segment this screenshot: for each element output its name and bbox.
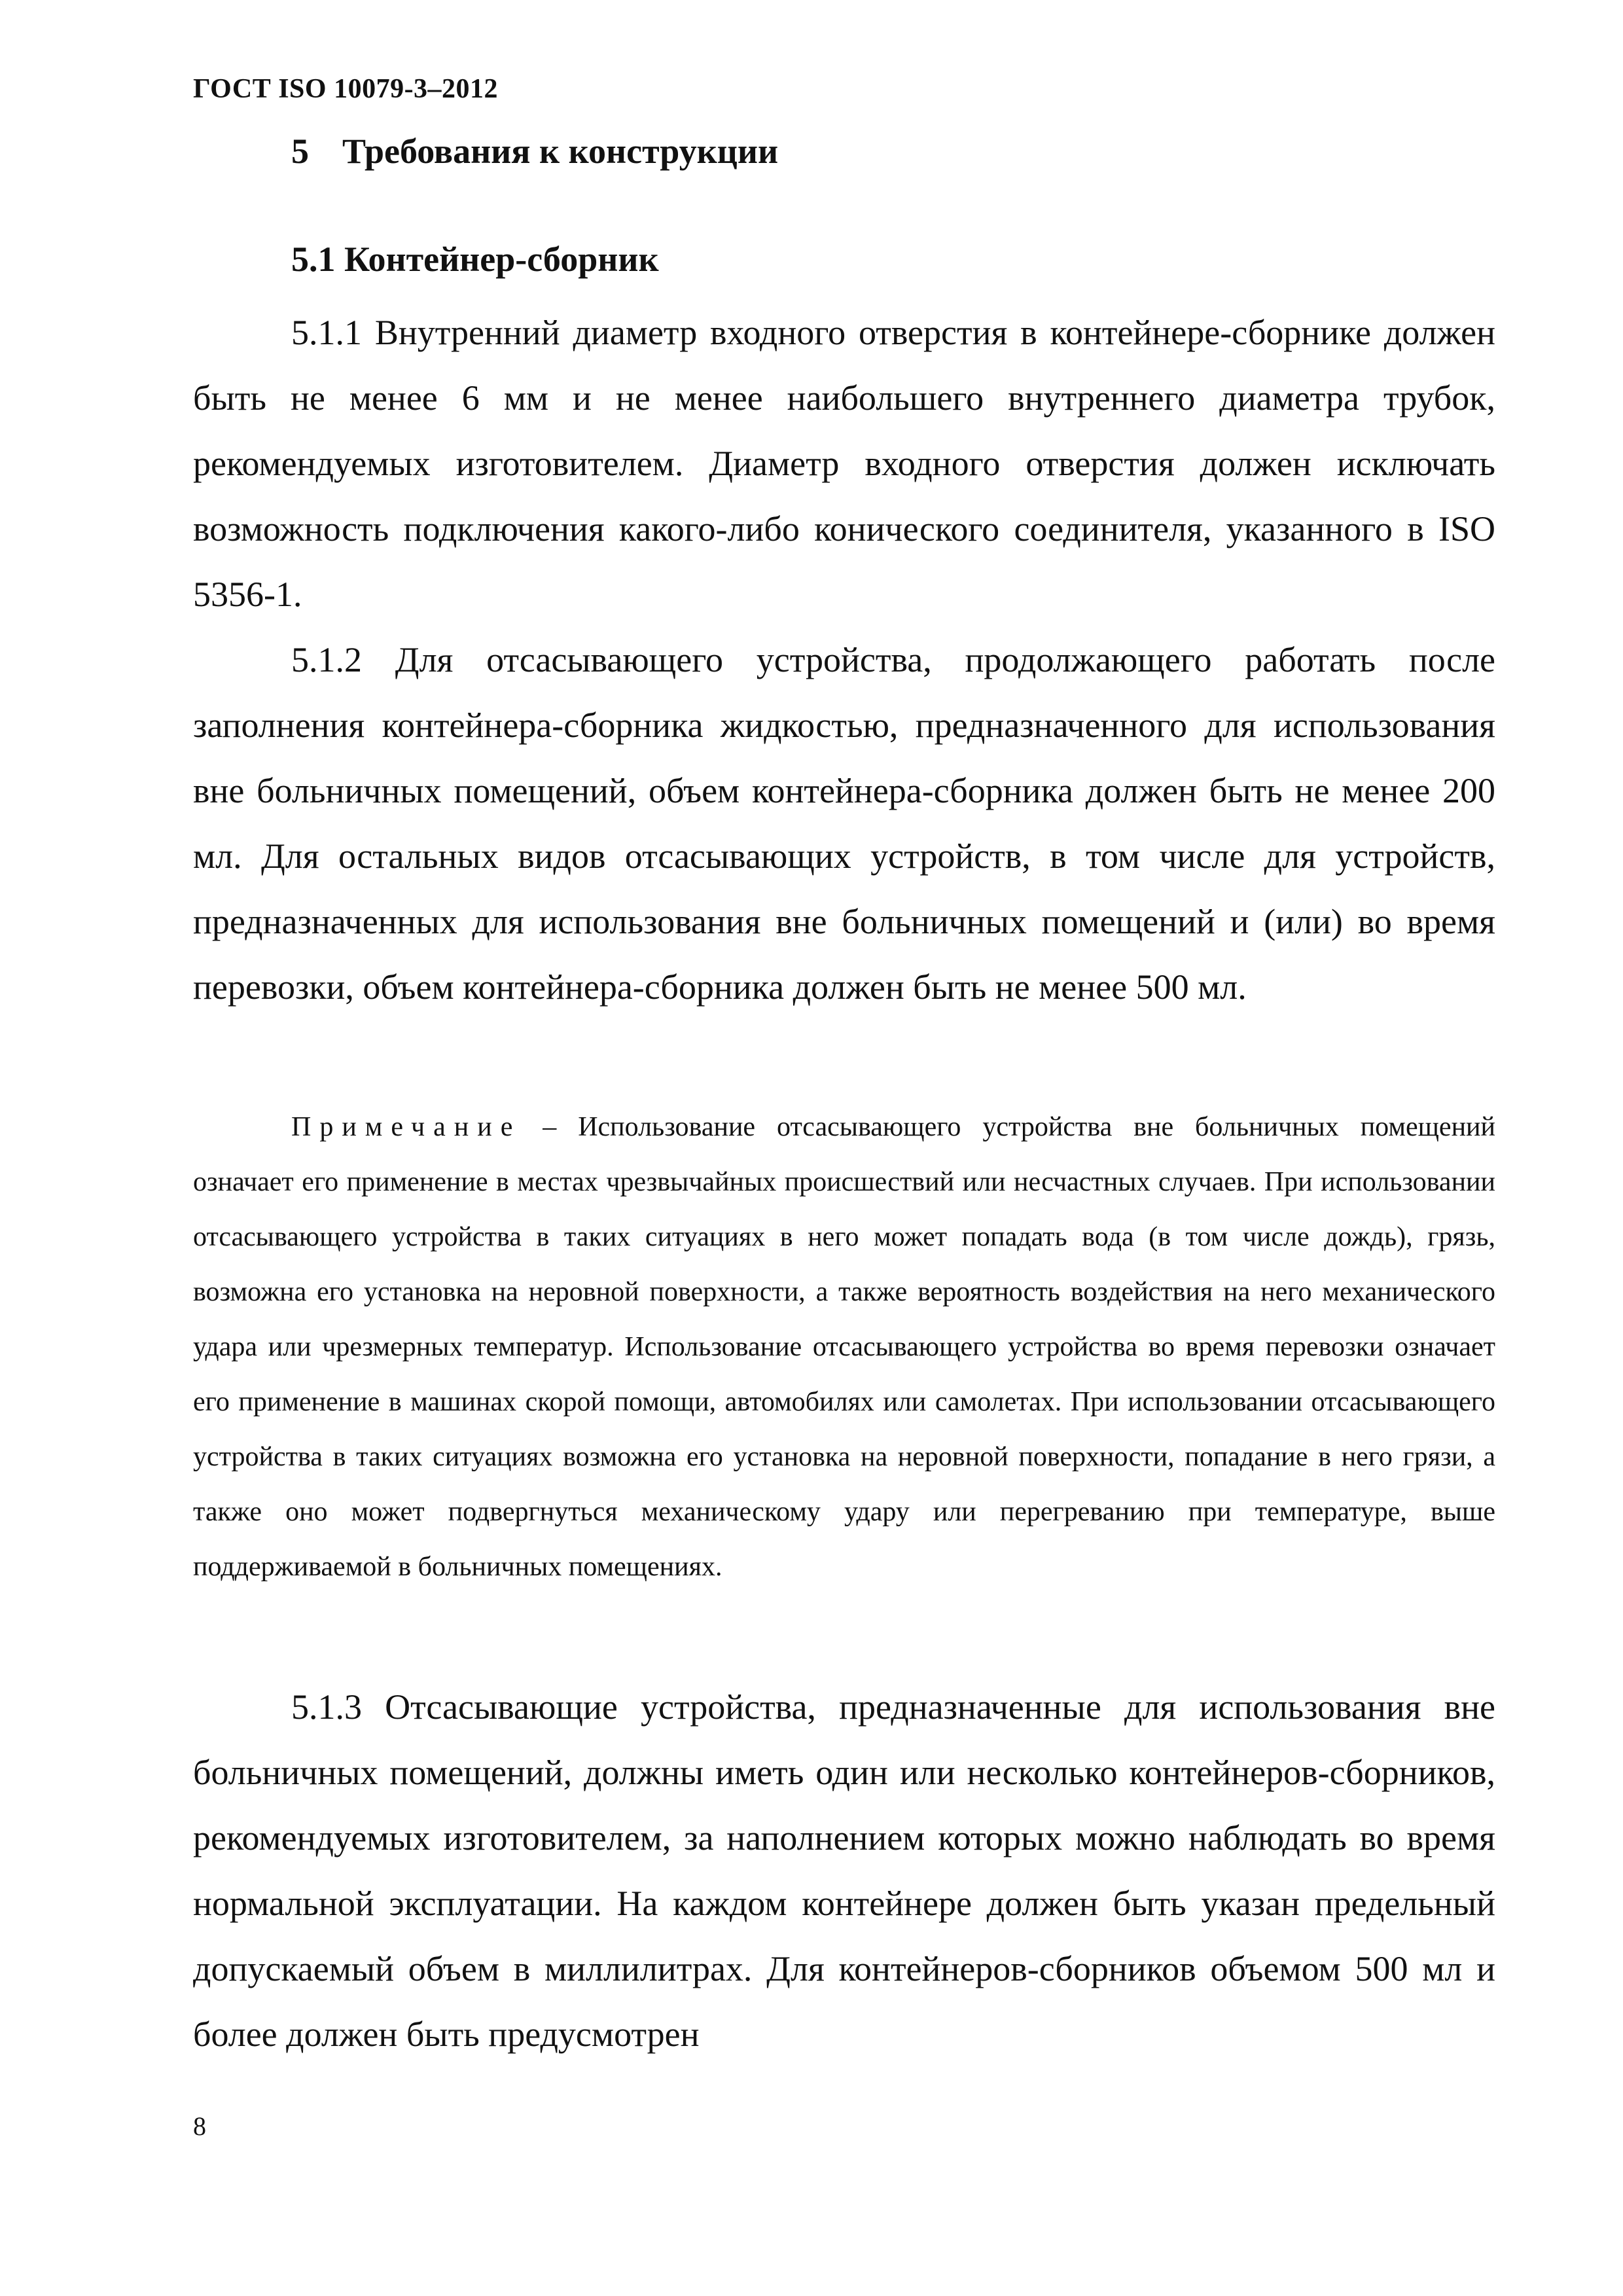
- paragraph-5-1-3: 5.1.3 Отсасывающие устройства, предназначенные для использования вне больничных помещений, должны иметь один или несколько контейнеров-сборников, рекомендуемых изготовителем, за наполнением которых можно наблюдать во время нормальной эксплуатации. На каждом контейнере должен быть указан предельный допускаемый объем в миллилитрах. Для контейнеров-сборников объемом 500 мл и более должен быть предусмотрен: [193, 1687, 1495, 2054]
- subsection-heading: 5.1 Контейнер-сборник: [291, 240, 659, 279]
- note-block: [193, 1100, 1495, 1594]
- paragraph-5-1-1: 5.1.1 Внутренний диаметр входного отверстия в контейнере-сборнике должен быть не менее 6 мм и не менее наибольшего внутреннего диаметра трубок, рекомендуемых изготовителем. Диаметр входного отверстия должен исключать возможность подключения какого-либо конического соединителя, указанного в ISO 5356-1.: [193, 313, 1495, 614]
- paragraph-5-1-2: 5.1.2 Для отсасывающего устройства, продолжающего работать после заполнения контейнера-сборника жидкостью, предназначенного для использования вне больничных помещений, объем контейнера-сборника должен быть не менее 200 мл. Для остальных видов отсасывающих устройств, в том числе для устройств, предназначенных для использования вне больничных помещений и (или) во время перевозки, объем контейнера-сборника должен быть не менее 500 мл.: [193, 640, 1495, 1007]
- section-number: 5: [291, 132, 309, 171]
- section-title-text: Требования к конструкции: [342, 132, 779, 171]
- note-text: – Использование отсасывающего устройства вне больничных помещений означает его применение в местах чрезвычайных происшествий или несчастных случаев. При использовании отсасывающего устройства в таких ситуациях в него может попадать вода (в том числе дождь), грязь, возможна его установка на неровной поверхности, а также вероятность воздействия на него механического удара или чрезмерных температур. Использование отсасывающего устройства во время перевозки означает его применение в машинах скорой помощи, автомобилях или самолетах. При использовании отсасывающего устройства в таких ситуациях возможна его установка на неровной поверхности, попадание в него грязи, а также оно может подвергнуться механическому удару или перегреванию при температуре, выше поддерживаемой в больничных помещениях.: [193, 1112, 1495, 1582]
- note-label: Примечание: [291, 1112, 522, 1142]
- section-heading: [291, 131, 778, 171]
- document-code-header: ГОСТ ISO 10079-3–2012: [193, 74, 499, 104]
- page-number: 8: [193, 2111, 206, 2141]
